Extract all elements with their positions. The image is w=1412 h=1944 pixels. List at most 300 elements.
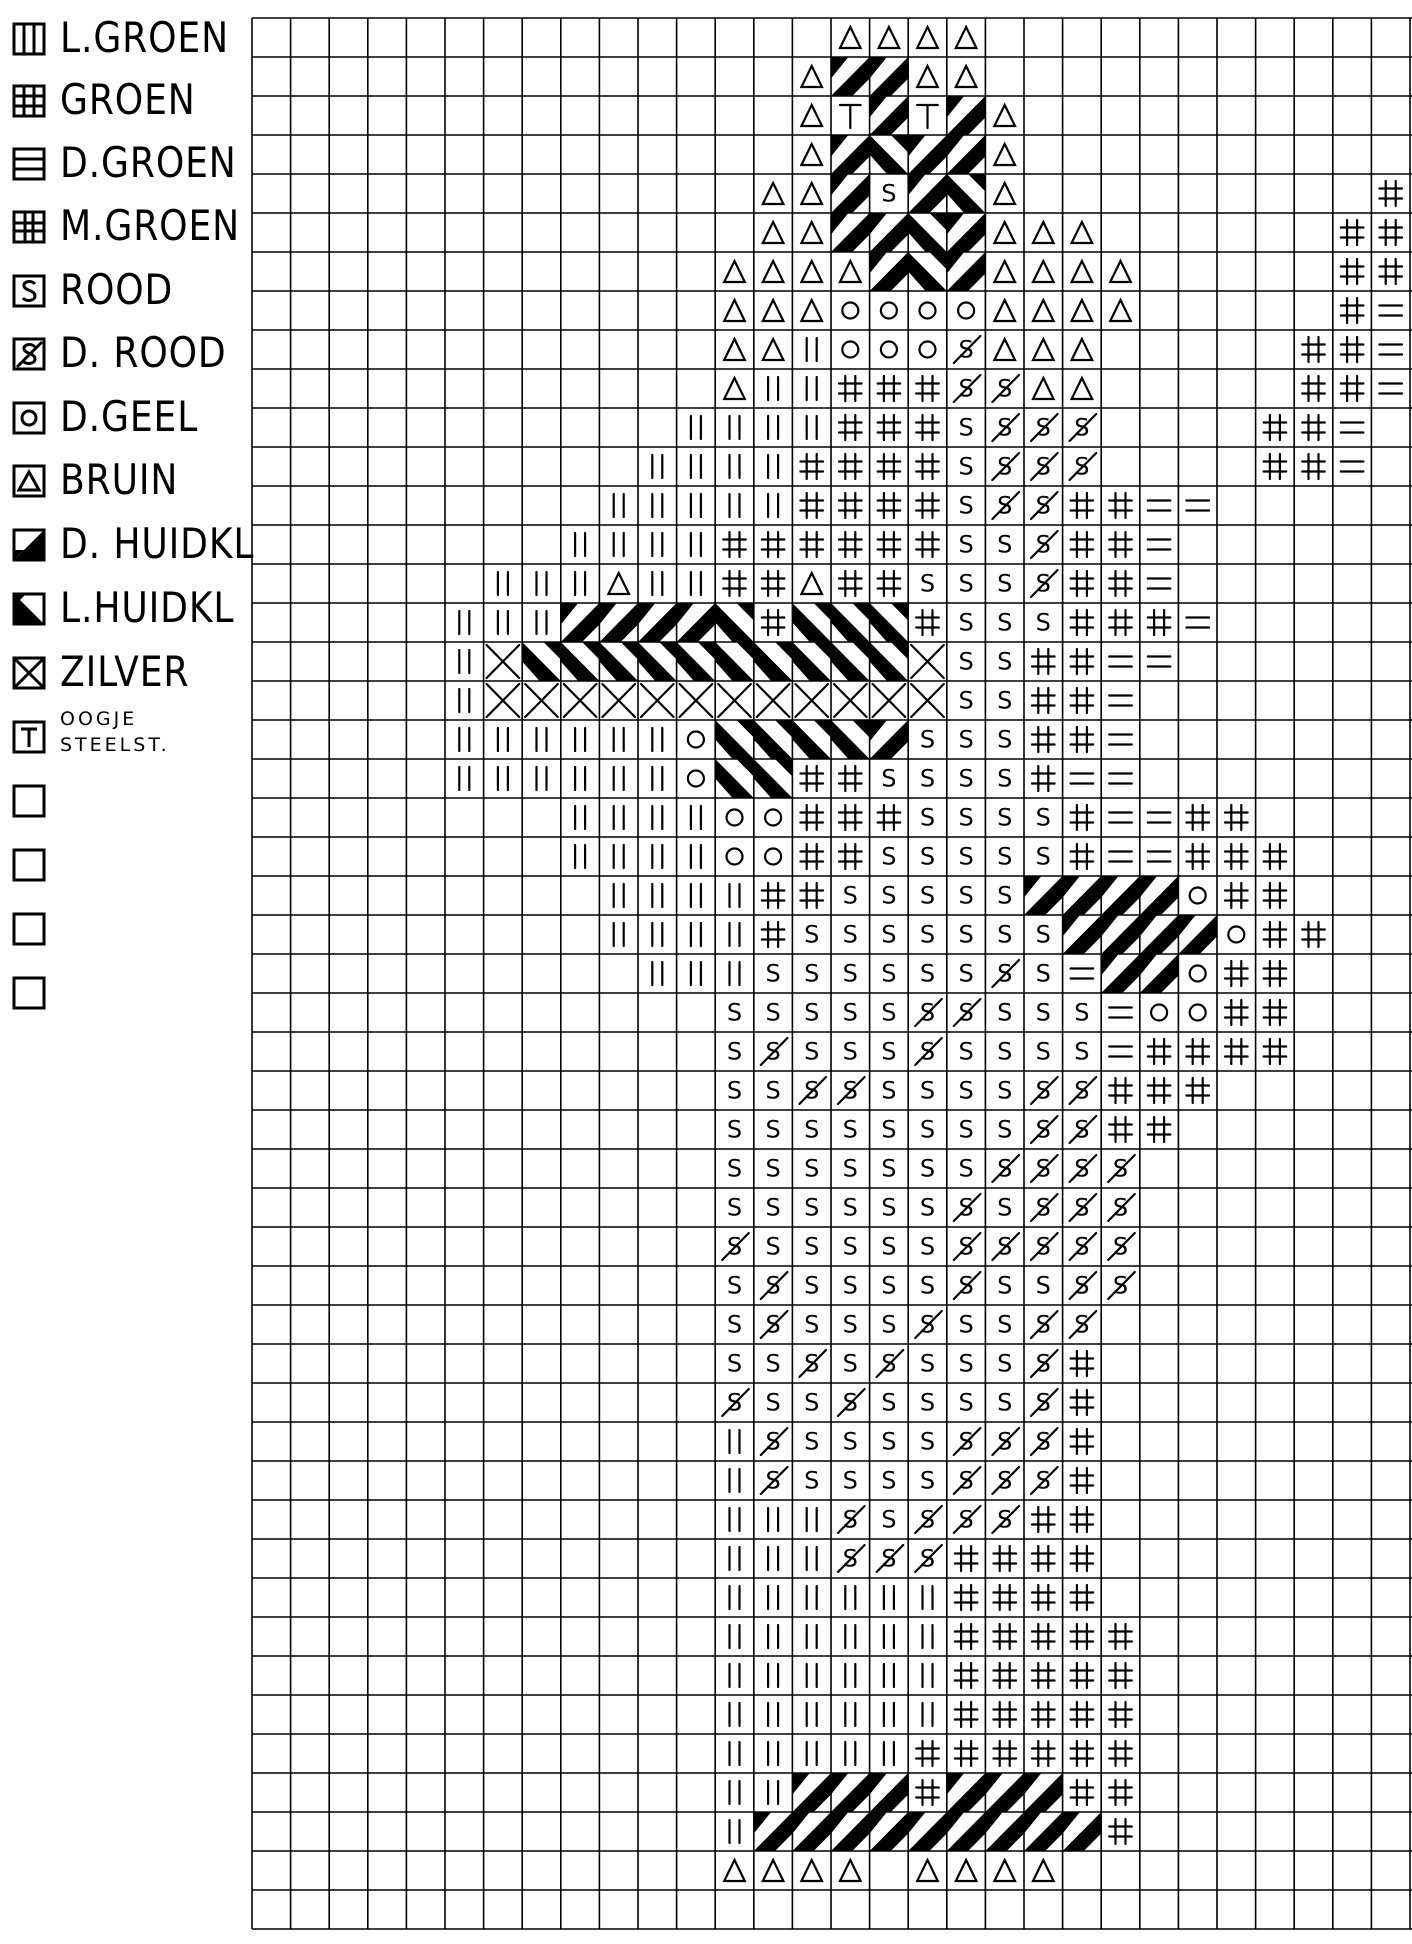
rood-stitch: [1036, 1038, 1051, 1066]
m-groen-stitch: [1071, 1546, 1094, 1571]
legend-label: D. ROOD: [60, 328, 227, 377]
d-rood-stitch: [1108, 1233, 1135, 1261]
l-groen-stitch: [652, 962, 662, 985]
svg-text:S: S: [958, 1193, 974, 1222]
m-groen-stitch: [800, 766, 823, 791]
rood-stitch: [920, 1233, 935, 1261]
m-groen-stitch: [1109, 493, 1132, 518]
m-groen-stitch: [993, 1741, 1016, 1766]
svg-text:S: S: [1035, 530, 1051, 559]
l-groen-stitch: [459, 689, 469, 712]
rood-stitch: [997, 843, 1012, 871]
m-groen-stitch: [839, 532, 862, 557]
rood-stitch: [843, 1311, 858, 1339]
d-rood-stitch: [761, 1272, 788, 1300]
d-groen-stitch: [1109, 1008, 1132, 1018]
m-groen-stitch: [762, 571, 785, 596]
svg-text:S: S: [1035, 842, 1051, 871]
svg-text:S: S: [1074, 1232, 1090, 1261]
svg-text:S: S: [958, 1310, 974, 1339]
m-groen-stitch: [1264, 1000, 1287, 1025]
m-groen-stitch: [1225, 844, 1248, 869]
svg-text:S: S: [1074, 1115, 1090, 1144]
l-groen-stitch: [730, 1586, 740, 1609]
m-groen-stitch: [1341, 298, 1364, 323]
bruin-stitch: [1033, 261, 1054, 282]
d-geel-stitch: [1190, 1005, 1206, 1021]
d-groen-stitch: [1109, 1047, 1132, 1057]
rood-stitch: [958, 1350, 973, 1378]
m-groen-stitch: [1071, 571, 1094, 596]
l-groen-stitch: [459, 728, 469, 751]
l-groen-stitch: [730, 1508, 740, 1531]
rood-stitch: [804, 999, 819, 1027]
svg-text:S: S: [765, 1388, 781, 1417]
svg-text:S: S: [842, 1037, 858, 1066]
d-rood-stitch: [954, 999, 981, 1027]
l-huidkl-stitch: [831, 642, 870, 681]
legend-label: ZILVER: [60, 647, 190, 696]
bruin-stitch: [1072, 339, 1093, 360]
l-groen-stitch: [537, 767, 547, 790]
d-rood-stitch: [1070, 414, 1097, 442]
rood-stitch: [881, 1389, 896, 1417]
d-rood-stitch: [954, 1467, 981, 1495]
l-groen-stitch: [575, 845, 585, 868]
d-huidkl-stitch: [1024, 1773, 1063, 1812]
svg-text:S: S: [997, 1505, 1013, 1534]
rood-stitch: [1036, 921, 1051, 949]
rood-stitch: [997, 1272, 1012, 1300]
l-groen-stitch: [537, 728, 547, 751]
d-geel-stitch: [688, 771, 704, 787]
bruin-stitch: [1072, 261, 1093, 282]
rood-stitch: [765, 960, 780, 988]
d-rood-stitch: [992, 375, 1019, 403]
rood-stitch: [881, 1233, 896, 1261]
svg-text:S: S: [1112, 1271, 1129, 1300]
rood-stitch: [997, 609, 1012, 637]
m-groen-stitch: [1071, 727, 1094, 752]
l-groen-stitch: [730, 923, 740, 946]
d-rood-stitch: [1070, 1272, 1097, 1300]
m-groen-stitch: [762, 532, 785, 557]
rood-stitch: [843, 921, 858, 949]
rood-stitch: [1074, 999, 1089, 1027]
d-huidkl-stitch: [1101, 954, 1140, 993]
svg-text:S: S: [997, 1466, 1013, 1495]
l-groen-stitch: [807, 1742, 817, 1765]
bruin-stitch: [1033, 300, 1054, 321]
bruin-stitch: [801, 144, 822, 165]
svg-text:S: S: [765, 1427, 781, 1456]
svg-text:S: S: [997, 920, 1013, 949]
d-huidkl-stitch: [1178, 915, 1217, 954]
svg-text:S: S: [919, 920, 936, 949]
d-rood-stitch: [1070, 1116, 1097, 1144]
svg-text:S: S: [1035, 1037, 1051, 1066]
svg-text:S: S: [842, 1388, 858, 1417]
svg-text:S: S: [1035, 491, 1051, 520]
zilver-stitch: [911, 645, 944, 678]
svg-text:S: S: [1035, 608, 1051, 637]
rood-stitch: [804, 921, 819, 949]
l-groen-stitch: [691, 923, 701, 946]
m-groen-stitch: [916, 610, 939, 635]
legend-label: GROEN: [60, 75, 196, 124]
l-huidkl-stitch: [599, 642, 638, 681]
d-huidkl-stitch: [985, 1773, 1024, 1812]
m-groen-stitch: [916, 1741, 939, 1766]
svg-text:S: S: [881, 764, 897, 793]
d-huidkl-stitch: [638, 603, 677, 642]
bruin-stitch: [801, 573, 822, 594]
svg-text:S: S: [1035, 1427, 1051, 1456]
svg-text:S: S: [804, 1427, 820, 1456]
m-groen-stitch: [1341, 337, 1364, 362]
d-geel-stitch: [881, 303, 897, 319]
rood-stitch: [997, 531, 1012, 559]
d-geel-stitch: [688, 732, 704, 748]
svg-text:S: S: [997, 1310, 1013, 1339]
rood-stitch: [804, 1038, 819, 1066]
svg-text:S: S: [842, 1271, 858, 1300]
m-groen-stitch: [800, 454, 823, 479]
l-huidkl-stitch: [715, 720, 754, 759]
svg-text:S: S: [997, 1154, 1013, 1183]
bruin-stitch: [917, 1860, 938, 1881]
m-groen-stitch: [1032, 1663, 1055, 1688]
m-groen-stitch: [800, 883, 823, 908]
rood-stitch: [843, 1467, 858, 1495]
rood-stitch: [920, 765, 935, 793]
bruin-stitch: [763, 183, 784, 204]
m-groen-stitch: [878, 415, 901, 440]
svg-text:S: S: [765, 1037, 781, 1066]
d-groen-stitch: [1379, 306, 1402, 316]
d-rood-stitch: [915, 999, 942, 1027]
l-groen-stitch: [768, 1547, 778, 1570]
oogje-steelst-stitch: [840, 105, 861, 128]
d-rood-stitch: [877, 1350, 904, 1378]
svg-text:S: S: [919, 1388, 936, 1417]
svg-text:S: S: [842, 1505, 858, 1534]
d-geel-stitch: [920, 342, 936, 358]
svg-text:S: S: [804, 1076, 820, 1105]
d-huidkl-stitch: [754, 1812, 793, 1851]
bruin-stitch: [1110, 261, 1131, 282]
rood-stitch: [843, 1233, 858, 1261]
l-groen-stitch: [807, 338, 817, 361]
d-rood-stitch: [1031, 453, 1058, 481]
svg-text:S: S: [919, 1076, 936, 1105]
rood-stitch: [843, 1272, 858, 1300]
d-huidkl-stitch: [947, 96, 986, 135]
svg-text:S: S: [804, 1115, 820, 1144]
m-groen-stitch: [1264, 844, 1287, 869]
d-groen-stitch: [1148, 540, 1171, 550]
d-rood-stitch: [1070, 1194, 1097, 1222]
l-groen-stitch: [730, 416, 740, 439]
l-groen-stitch: [923, 1586, 933, 1609]
svg-text:S: S: [1035, 1115, 1051, 1144]
svg-text:S: S: [726, 1310, 743, 1339]
svg-text:S: S: [919, 1310, 936, 1339]
d-rood-stitch: [915, 1311, 942, 1339]
zilver-stitch: [602, 684, 635, 717]
bruin-stitch: [763, 339, 784, 360]
svg-text:S: S: [765, 1232, 781, 1261]
m-groen-stitch: [839, 493, 862, 518]
l-groen-stitch: [652, 494, 662, 517]
l-groen-stitch: [575, 533, 585, 556]
legend-label: L.GROEN: [60, 13, 229, 62]
d-geel-stitch: [958, 303, 974, 319]
svg-text:S: S: [997, 374, 1013, 403]
svg-text:S: S: [726, 1076, 743, 1105]
rood-stitch: [765, 1116, 780, 1144]
rood-stitch: [881, 1506, 896, 1534]
d-huidkl-stitch: [985, 1812, 1024, 1851]
l-huidkl-stitch: [870, 642, 909, 681]
l-groen-stitch: [652, 845, 662, 868]
l-groen-stitch: [730, 884, 740, 907]
rood-stitch: [727, 1038, 742, 1066]
l-groen-stitch: [730, 1547, 740, 1570]
d-rood-stitch: [1108, 1155, 1135, 1183]
svg-text:S: S: [919, 1505, 936, 1534]
m-groen-stitch: [1379, 259, 1402, 284]
l-groen-stitch: [768, 377, 778, 400]
rood-stitch: [804, 1467, 819, 1495]
bruin-stitch: [994, 105, 1015, 126]
d-groen-stitch: [1071, 969, 1094, 979]
m-groen-stitch: [839, 454, 862, 479]
svg-text:S: S: [919, 569, 936, 598]
svg-text:S: S: [919, 959, 936, 988]
rood-stitch: [1036, 960, 1051, 988]
svg-text:S: S: [1035, 1271, 1051, 1300]
rood-stitch: [765, 1194, 780, 1222]
rood-stitch: [920, 726, 935, 754]
d-rood-stitch: [992, 1467, 1019, 1495]
rood-stitch: [958, 1389, 973, 1417]
svg-text:S: S: [842, 1076, 858, 1105]
m-groen-stitch: [955, 1741, 978, 1766]
m-groen-stitch: [1032, 1702, 1055, 1727]
l-groen-stitch: [691, 806, 701, 829]
svg-text:S: S: [997, 569, 1013, 598]
svg-text:S: S: [997, 1076, 1013, 1105]
d-geel-stitch: [1228, 927, 1244, 943]
d-groen-stitch: [1186, 501, 1209, 511]
l-groen-stitch: [730, 1469, 740, 1492]
bruin-stitch: [840, 1860, 861, 1881]
l-groen-stitch: [768, 1625, 778, 1648]
rood-stitch: [958, 531, 973, 559]
rood-stitch: [997, 1389, 1012, 1417]
l-huidkl-stitch: [792, 603, 831, 642]
m-groen-stitch: [1109, 1819, 1132, 1844]
svg-text:S: S: [842, 1115, 858, 1144]
legend-label: BRUIN: [60, 455, 179, 504]
m-groen-stitch: [800, 532, 823, 557]
rood-stitch: [958, 570, 973, 598]
svg-text:S: S: [1074, 1193, 1090, 1222]
l-groen-stitch: [768, 1586, 778, 1609]
l-huidkl-stitch: [754, 720, 793, 759]
d-rood-stitch: [1031, 1077, 1058, 1105]
l-groen-stitch: [614, 533, 624, 556]
l-groen-stitch: [884, 1586, 894, 1609]
svg-text:S: S: [997, 1193, 1013, 1222]
d-rood-stitch: [992, 1506, 1019, 1534]
rood-stitch: [920, 1272, 935, 1300]
svg-text:S: S: [726, 1349, 743, 1378]
m-groen-stitch: [878, 571, 901, 596]
d-geel-stitch: [1190, 888, 1206, 904]
svg-text:S: S: [919, 998, 936, 1027]
d-geel-stitch: [1151, 1005, 1167, 1021]
svg-text:S: S: [1035, 1310, 1051, 1339]
svg-text:S: S: [958, 998, 974, 1027]
svg-text:S: S: [1035, 413, 1051, 442]
l-groen-stitch: [730, 1742, 740, 1765]
rood-stitch: [804, 1116, 819, 1144]
bruin-stitch: [994, 261, 1015, 282]
d-groen-stitch: [1341, 462, 1364, 472]
d-huidkl-stitch: [1140, 876, 1179, 915]
svg-text:S: S: [765, 1466, 781, 1495]
d-huidkl-stitch: [870, 720, 909, 759]
m-groen-stitch: [839, 805, 862, 830]
rood-stitch: [881, 1428, 896, 1456]
d-huidkl-stitch: [831, 174, 870, 213]
l-groen-stitch: [807, 1586, 817, 1609]
d-groen-stitch: [1109, 852, 1132, 862]
svg-text:S: S: [842, 998, 858, 1027]
svg-text:S: S: [765, 1349, 781, 1378]
rood-stitch: [958, 1038, 973, 1066]
rood-stitch: [843, 960, 858, 988]
svg-text:S: S: [842, 959, 858, 988]
svg-text:S: S: [1035, 803, 1051, 832]
bruin-stitch: [994, 300, 1015, 321]
rood-stitch: [1036, 1272, 1051, 1300]
bruin-stitch: [724, 300, 745, 321]
svg-text:S: S: [1112, 1193, 1129, 1222]
d-huidkl-stitch: [947, 213, 986, 252]
l-groen-stitch: [614, 494, 624, 517]
svg-text:S: S: [919, 1349, 936, 1378]
svg-text:S: S: [804, 1193, 820, 1222]
m-groen-stitch: [1109, 610, 1132, 635]
rood-stitch: [804, 1428, 819, 1456]
d-groen-stitch: [1109, 696, 1132, 706]
l-groen-stitch: [807, 1664, 817, 1687]
bruin-stitch: [1110, 300, 1131, 321]
bruin-stitch: [801, 300, 822, 321]
m-groen-stitch: [1109, 1702, 1132, 1727]
d-rood-stitch: [722, 1233, 749, 1261]
rood-stitch: [1074, 1038, 1089, 1066]
l-groen-stitch: [575, 806, 585, 829]
m-groen-stitch: [878, 454, 901, 479]
m-groen-stitch: [1109, 532, 1132, 557]
legend-label-line2: STEELST.: [60, 734, 170, 756]
legend-label: D.GEEL: [60, 392, 199, 441]
d-huidkl-stitch: [947, 252, 986, 291]
rood-stitch: [765, 1233, 780, 1261]
svg-text:S: S: [881, 959, 897, 988]
rood-stitch: [958, 765, 973, 793]
m-groen-stitch: [1225, 883, 1248, 908]
m-groen-stitch: [993, 1663, 1016, 1688]
svg-text:S: S: [804, 959, 820, 988]
d-rood-stitch: [1031, 1194, 1058, 1222]
l-groen-stitch: [691, 416, 701, 439]
l-groen-stitch: [614, 728, 624, 751]
rood-stitch: [843, 1116, 858, 1144]
rood-stitch: [997, 999, 1012, 1027]
d-rood-stitch: [954, 336, 981, 364]
l-groen-stitch: [652, 806, 662, 829]
rood-stitch: [727, 1116, 742, 1144]
bruin-stitch: [724, 261, 745, 282]
l-huidkl-stitch: [754, 759, 793, 798]
svg-text:S: S: [997, 881, 1013, 910]
l-groen-stitch: [730, 1430, 740, 1453]
svg-text:S: S: [881, 1310, 897, 1339]
svg-text:S: S: [842, 1154, 858, 1183]
l-groen-stitch: [537, 611, 547, 634]
m-groen-stitch: [1264, 415, 1287, 440]
m-groen-stitch: [1225, 1039, 1248, 1064]
d-geel-stitch: [1190, 966, 1206, 982]
svg-text:S: S: [958, 647, 974, 676]
l-groen-stitch: [614, 884, 624, 907]
svg-text:S: S: [958, 842, 974, 871]
svg-text:S: S: [997, 1388, 1013, 1417]
svg-text:S: S: [997, 413, 1013, 442]
svg-text:S: S: [958, 881, 974, 910]
m-groen-stitch: [878, 376, 901, 401]
m-groen-stitch: [1379, 220, 1402, 245]
svg-text:S: S: [958, 530, 974, 559]
rood-stitch: [920, 1467, 935, 1495]
bruin-stitch: [1033, 1860, 1054, 1881]
d-rood-stitch: [838, 1545, 865, 1573]
rood-stitch: [765, 1077, 780, 1105]
m-groen-stitch: [916, 532, 939, 557]
svg-text:S: S: [1035, 1466, 1051, 1495]
svg-text:S: S: [726, 1232, 743, 1261]
legend-label: ROOD: [60, 265, 174, 314]
d-rood-stitch: [761, 1038, 788, 1066]
l-groen-stitch: [652, 923, 662, 946]
m-groen-stitch: [1032, 727, 1055, 752]
svg-text:S: S: [765, 1310, 781, 1339]
m-groen-stitch: [1032, 688, 1055, 713]
svg-text:S: S: [881, 1466, 897, 1495]
m-groen-stitch: [1264, 922, 1287, 947]
svg-text:S: S: [765, 1076, 781, 1105]
m-groen-stitch: [1071, 532, 1094, 557]
m-groen-stitch: [1071, 1624, 1094, 1649]
m-groen-stitch: [878, 532, 901, 557]
l-groen-stitch: [691, 845, 701, 868]
grid-lines: [252, 18, 1412, 1929]
